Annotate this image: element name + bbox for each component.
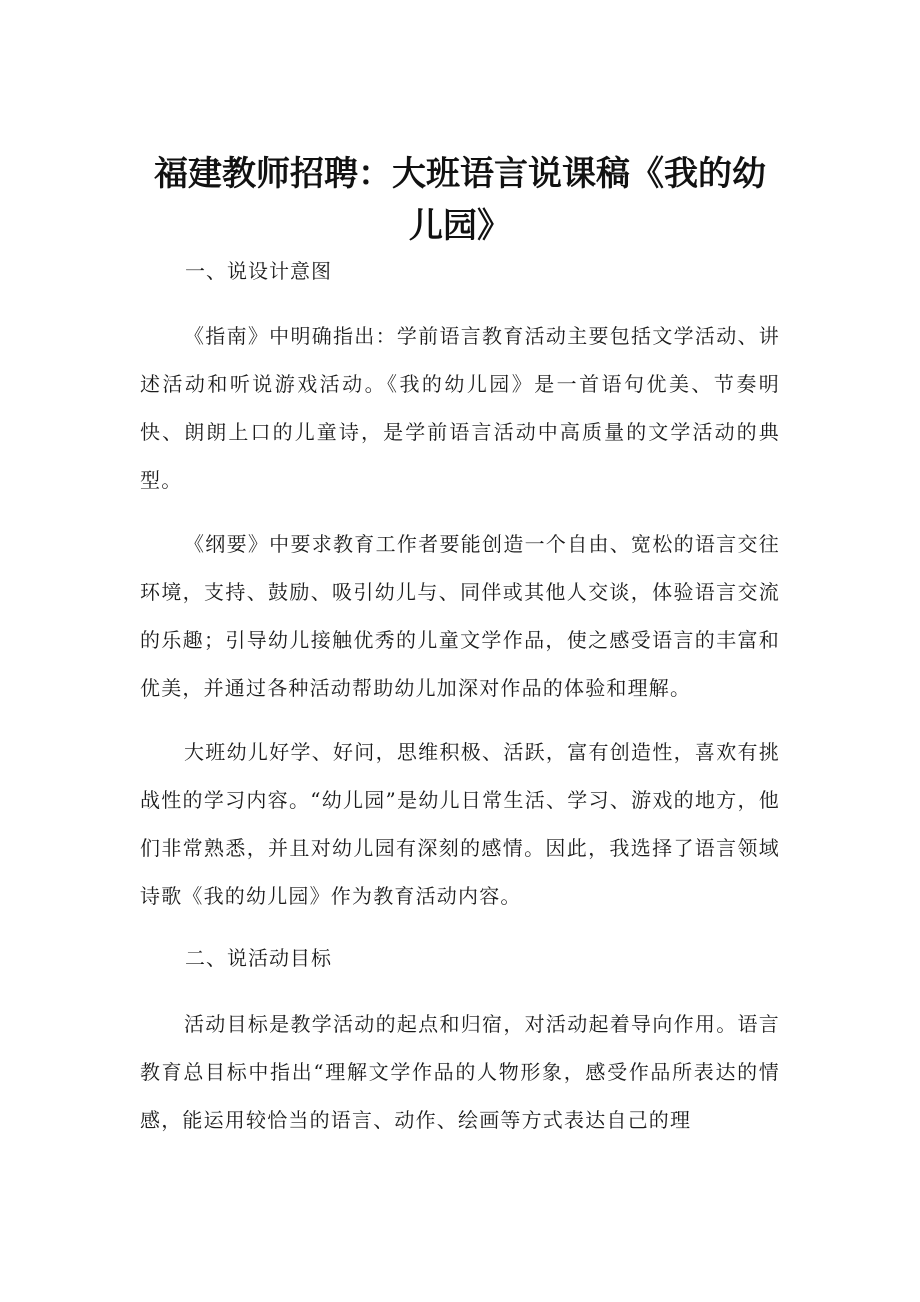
document-title: 福建教师招聘：大班语言说课稿《我的幼儿园》 <box>154 154 766 246</box>
paragraph-outline: 《纲要》中要求教育工作者要能创造一个自由、宽松的语言交往环境，支持、鼓励、吸引幼儿与、同伴或其他人交谈，体验语言交流的乐趣；引导幼儿接触优秀的儿童文学作品，使之感受语言的丰富和优美，并通过各种活动帮助幼儿加深对作品的体验和理解。 <box>140 532 780 700</box>
section-heading-activity-goals: 二、说活动目标 <box>185 946 332 970</box>
section-heading-design-intent: 一、说设计意图 <box>185 259 332 283</box>
paragraph-children: 大班幼儿好学、好问，思维积极、活跃，富有创造性，喜欢有挑战性的学习内容。“幼儿园”是幼儿日常生活、学习、游戏的地方，他们非常熟悉，并且对幼儿园有深刻的感情。因此，我选择了语言领域诗歌《我的幼儿园》作为教育活动内容。 <box>140 740 780 908</box>
paragraph-goals: 活动目标是教学活动的起点和归宿，对活动起着导向作用。语言教育总目标中指出“理解文学作品的人物形象，感受作品所表达的情感，能运用较恰当的语言、动作、绘画等方式表达自己的理 <box>140 1012 780 1132</box>
paragraph-guide: 《指南》中明确指出：学前语言教育活动主要包括文学活动、讲述活动和听说游戏活动。《我的幼儿园》是一首语句优美、节奏明快、朗朗上口的儿童诗，是学前语言活动中高质量的文学活动的典型。 <box>140 324 780 492</box>
